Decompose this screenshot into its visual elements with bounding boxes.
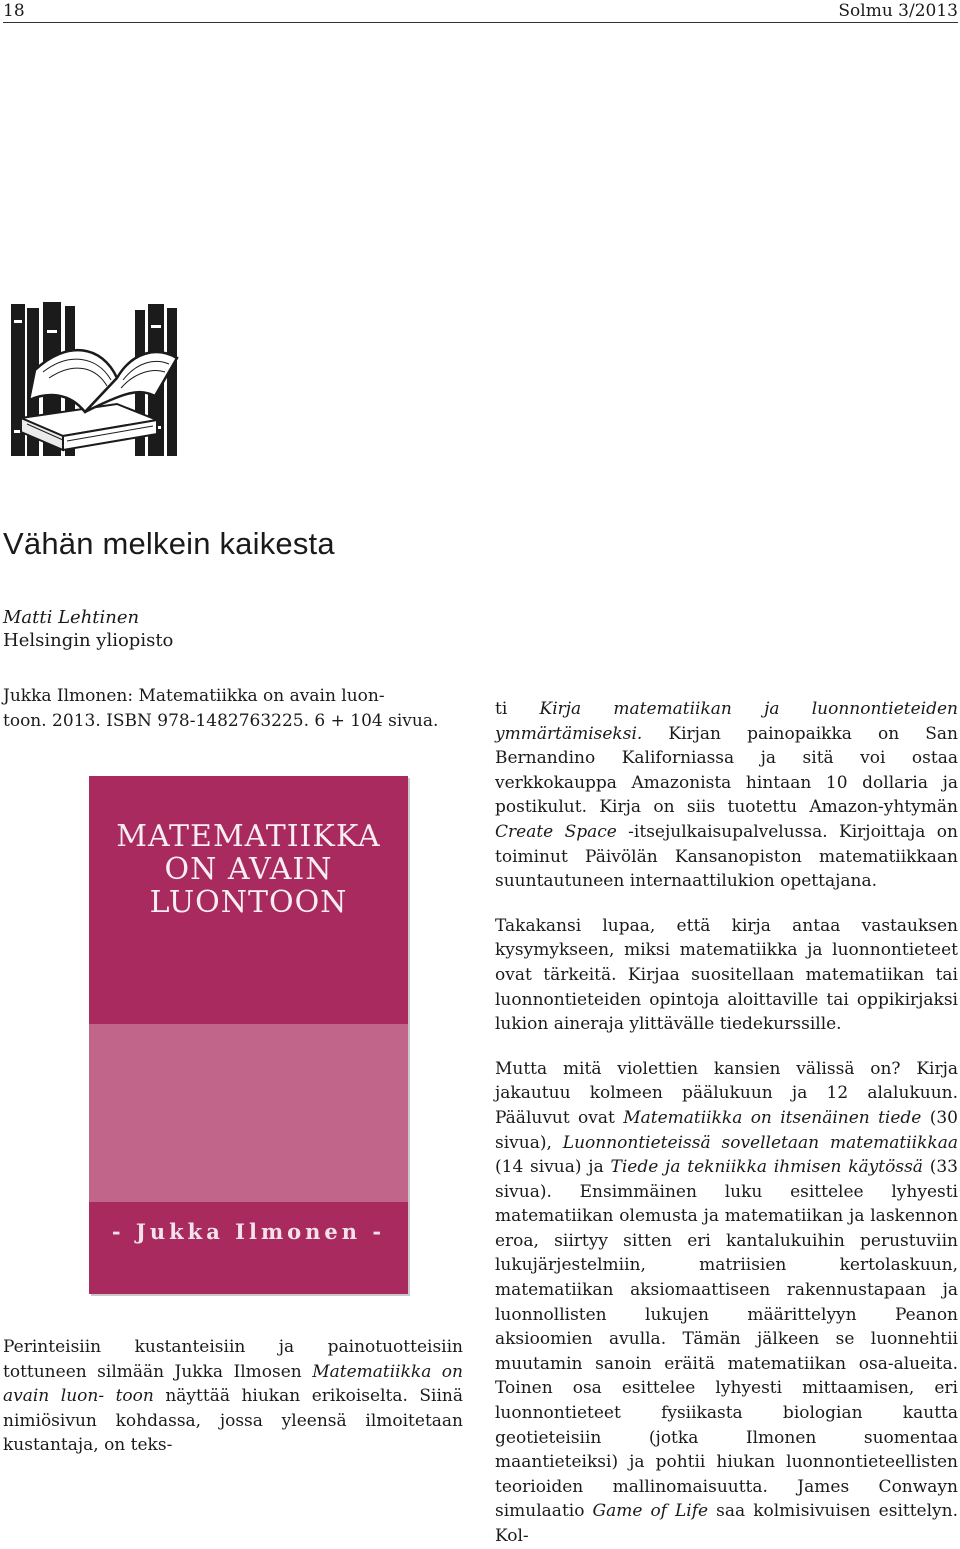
cover-title-line: ON AVAIN: [164, 852, 333, 887]
citation-line: Jukka Ilmonen: Matematiikka on avain luon-: [3, 686, 385, 706]
body-paragraph: ti Kirja matematiikan ja luonnontieteiden ymmärtämiseksi. Kirjan painopaikka on San Bernandino Kaliforniassa ja sitä voi ostaa verkkokauppa Amazonista hintaan 10 dollaria ja postikulut. Kirja on siis tuotettu Amazon-yhtymän Create Space -itsejulkaisupalvelussa. Kirjoittaja on toiminut Päivölän Kansanopiston matematiikkaan suuntautuneen internaattilukion opettajana.: [495, 699, 958, 892]
right-column-text: [495, 697, 958, 1549]
article-title: Vähän melkein kaikesta: [3, 526, 335, 561]
page-number: 18: [3, 1, 25, 21]
journal-issue: Solmu 3/2013: [838, 1, 958, 21]
body-paragraph: Perinteisiin kustanteisiin ja painotuotteisiin tottuneen silmään Jukka Ilmosen Matematiikka on avain luon- toon näyttää hiukan erikoiselta. Siinä nimiösivun kohdassa, jossa yleensä ilmoitetaan kustantaja, on teks-: [3, 1337, 463, 1456]
header-rule: [3, 22, 958, 23]
cover-title-line: LUONTOON: [149, 885, 348, 920]
citation-line: toon. 2013. ISBN 978-1482763225. 6 + 104 sivua.: [3, 710, 439, 731]
body-paragraph: Mutta mitä violettien kansien välissä on? Kirja jakautuu kolmeen päälukuun ja 12 alalukuun. Pääluvut ovat Matematiikka on itsenäinen tiede (30 sivua), Luonnontieteissä sovelletaan matematiikkaa (14 sivua) ja Tiede ja tekniikka ihmisen käytössä (33 sivua). Ensimmäinen luku esittelee lyhyesti matematiikan olemusta ja matematiikan ja laskennon eroa, siirtyy sitten eri kantalukuihin perustuviin lukujärjestelmiin, matriisien kertolaskuun, matematiikan aksiomaattiseen rakennustapaan ja luonnollisten lukujen määrittelyyn Peanon aksioomien avulla. Tämän jälkeen se luonnehtii muutamin sanoin eräitä matematiikan osa-alueita. Toinen osa esittelee lyhyesti mittaamisen, eri luonnontieteet fysiikasta biologian kautta geotieteisiin (jotka Ilmonen suomentaa maantieteiksi) ja pohtii hiukan luonnontieteellisten teorioiden mallinomaisuutta. James Conwayn simulaatio Game of Life saa kolmisivuisen esittelyn. Kol-: [495, 1058, 958, 1546]
body-paragraph: Takakansi lupaa, että kirja antaa vastauksen kysymykseen, miksi matematiikka ja luonnontieteet ovat tärkeitä. Kirjaa suositellaan matematiikan tai luonnontieteiden opintoja aloittaville tai oppikirjaksi lukion aineraja ylittävälle tiedekurssille.: [495, 915, 958, 1035]
author-name: Matti Lehtinen: [3, 607, 140, 628]
open-book-icon: [7, 300, 179, 463]
book-citation: [3, 684, 463, 733]
cover-color-band: [89, 1024, 408, 1202]
cover-title: [89, 820, 408, 919]
cover-title-line: MATEMATIIKKA: [116, 819, 381, 854]
cover-author: - Jukka Ilmonen -: [111, 1219, 386, 1244]
author-affiliation: Helsingin yliopisto: [3, 630, 174, 651]
left-column-text: [3, 1335, 463, 1458]
book-cover-image: [89, 776, 408, 1294]
running-header: [0, 0, 960, 20]
